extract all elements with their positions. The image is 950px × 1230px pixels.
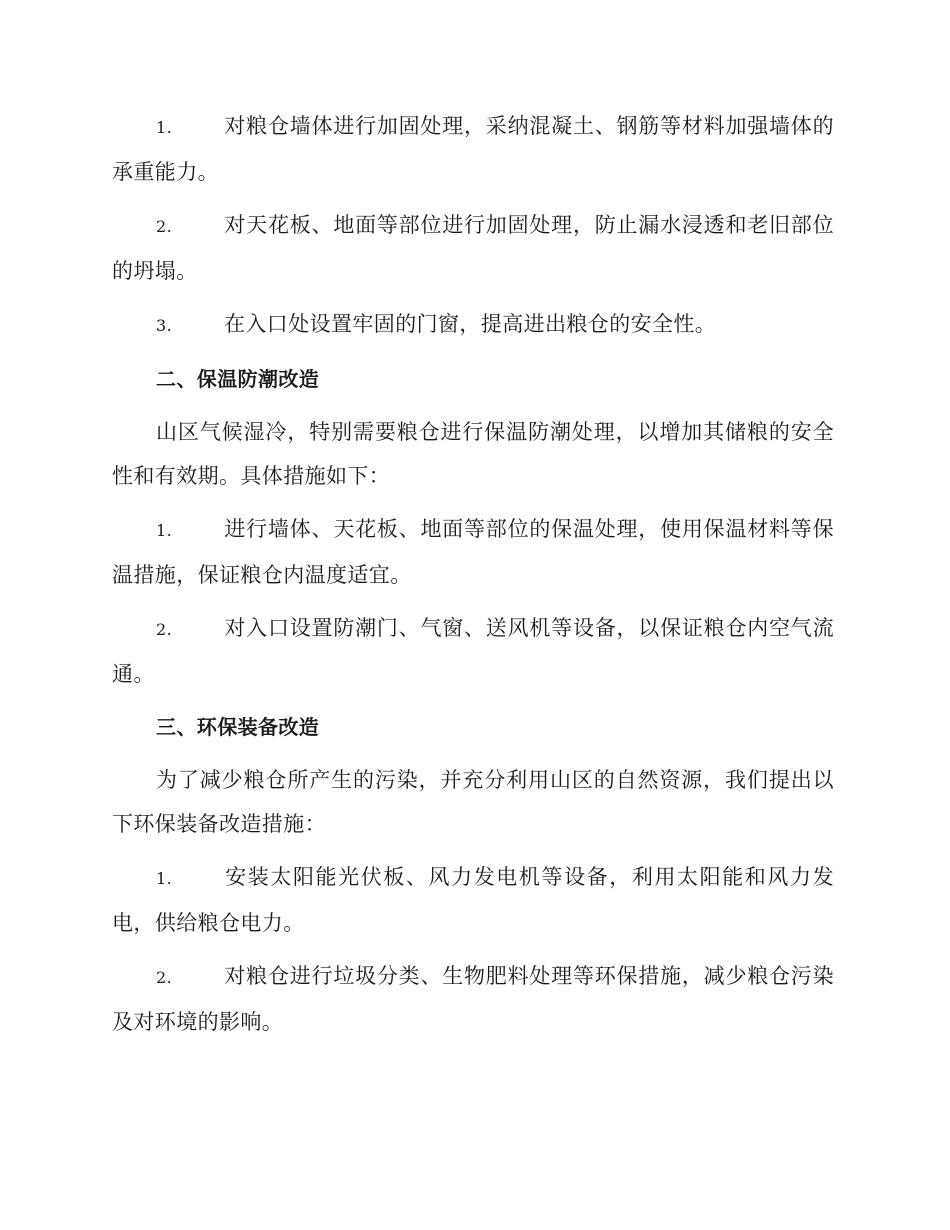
section-intro: 山区气候湿冷，特别需要粮仓进行保温防潮处理，以增加其储粮的安全性和有效期。具体措施如下：: [112, 420, 834, 488]
list-item: [112, 302, 834, 348]
list-number: 1.: [156, 521, 173, 540]
list-number: 2.: [156, 620, 173, 639]
list-number: 3.: [156, 316, 173, 335]
list-text: 进行墙体、天花板、地面等部位的保温处理，使用保温材料等保温措施，保证粮仓内温度适宜。: [112, 517, 834, 587]
list-item: [112, 203, 834, 293]
list-number: 2.: [156, 968, 173, 987]
list-number: 1.: [156, 869, 173, 888]
list-number: 1.: [156, 118, 173, 137]
list-item: [112, 855, 834, 945]
document-page: [112, 104, 834, 1053]
list-text: 在入口处设置牢固的门窗，提高进出粮仓的安全性。: [224, 312, 717, 336]
list-text: 对入口设置防潮门、气窗、送风机等设备，以保证粮仓内空气流通。: [112, 616, 834, 686]
section-heading: 二、保温防潮改造: [156, 367, 320, 391]
section-heading: 三、环保装备改造: [156, 715, 320, 739]
list-text: 对粮仓进行垃圾分类、生物肥料处理等环保措施，减少粮仓污染及对环境的影响。: [112, 964, 834, 1034]
list-text: 安装太阳能光伏板、风力发电机等设备，利用太阳能和风力发电，供给粮仓电力。: [112, 865, 834, 935]
section-intro: 为了减少粮仓所产生的污染，并充分利用山区的自然资源，我们提出以下环保装备改造措施：: [112, 768, 834, 836]
list-text: 对粮仓墙体进行加固处理，采纳混凝土、钢筋等材料加强墙体的承重能力。: [112, 114, 834, 184]
list-item: [112, 507, 834, 597]
list-text: 对天花板、地面等部位进行加固处理，防止漏水浸透和老旧部位的坍塌。: [112, 213, 834, 283]
list-item: [112, 104, 834, 194]
list-item: [112, 954, 834, 1044]
list-number: 2.: [156, 217, 173, 236]
list-item: [112, 606, 834, 696]
